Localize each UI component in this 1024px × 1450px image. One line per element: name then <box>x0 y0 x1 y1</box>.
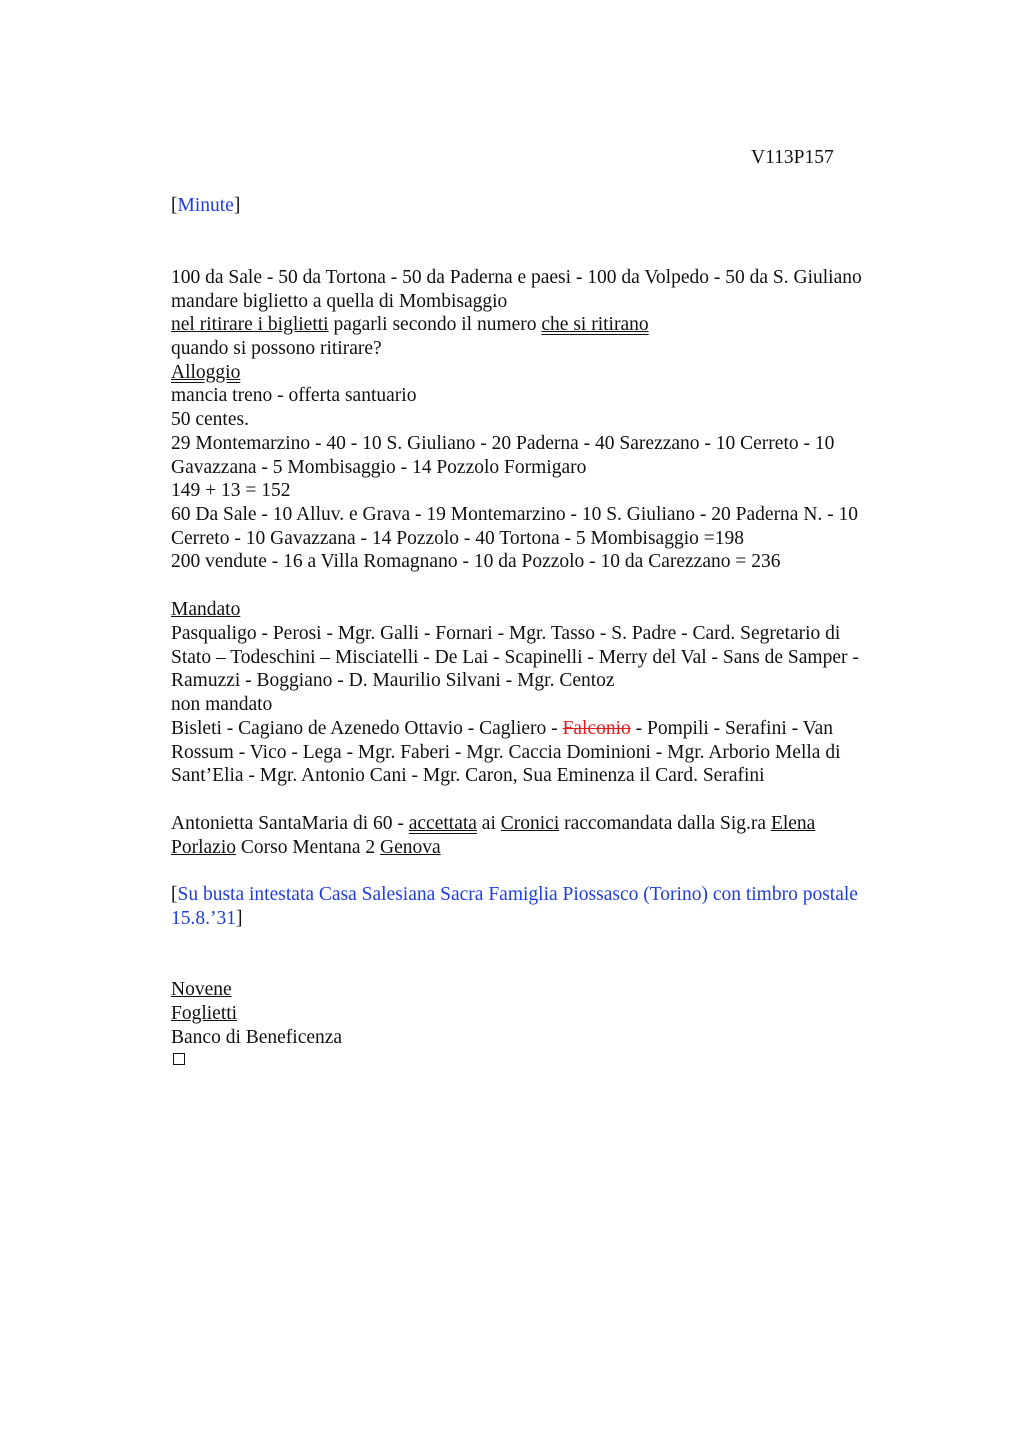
underlined-text: nel ritirare i biglietti <box>171 314 329 335</box>
text-line: 60 Da Sale - 10 Alluv. e Grava - 19 Montemarzino - 10 S. Giuliano - 20 Paderna N. - 10 <box>171 504 859 525</box>
underlined-text: Elena <box>770 813 816 834</box>
text-line: Cerreto - 10 Gavazzana - 14 Pozzolo - 40 Tortona - 5 Mombisaggio =198 <box>171 528 745 549</box>
text-line: Stato – Todeschini – Misciatelli - De Lai - Scapinelli - Merry del Val - Sans de Samper - <box>171 647 859 668</box>
text-line: Banco di Beneficenza <box>171 1027 343 1048</box>
text-line: mandare biglietto a quella di Mombisaggio <box>171 291 508 312</box>
underlined-text: Porlazio <box>171 837 236 858</box>
text-line: 100 da Sale - 50 da Tortona - 50 da Paderna e paesi - 100 da Volpedo - 50 da S. Giuliano <box>171 267 862 288</box>
text-span: - Pompili - Serafini - Van <box>630 718 833 739</box>
minute-note: [Minute] <box>171 195 241 216</box>
text-line: Pasqualigo - Perosi - Mgr. Galli - Fornari - Mgr. Tasso - S. Padre - Card. Segretario di <box>171 623 841 644</box>
heading-mandato: Mandato <box>171 599 241 620</box>
checkbox-square-icon <box>173 1053 185 1065</box>
text-line: Ramuzzi - Boggiano - D. Maurilio Silvani - Mgr. Centoz <box>171 670 615 691</box>
text-line <box>171 717 833 741</box>
text-span: Bisleti - Cagiano de Azenedo Ottavio - Cagliero - <box>171 718 563 739</box>
text-line: 200 vendute - 16 a Villa Romagnano - 10 da Pozzolo - 10 da Carezzano = 236 <box>171 551 781 572</box>
text-line: 50 centes. <box>171 409 249 430</box>
minute-label: Minute <box>177 195 234 216</box>
document-reference: V113P157 <box>751 147 834 168</box>
envelope-note-date: 15.8.’31] <box>171 908 243 929</box>
text-span: Corso Mentana 2 <box>235 837 381 858</box>
text-line <box>171 812 815 836</box>
heading-foglietti: Foglietti <box>171 1003 238 1024</box>
text-span: pagarli secondo il numero <box>328 314 542 335</box>
text-line: 29 Montemarzino - 40 - 10 S. Giuliano - 20 Paderna - 40 Sarezzano - 10 Cerreto - 10 <box>171 433 835 454</box>
double-underlined-text: accettata <box>408 813 477 834</box>
envelope-note-text: Su busta intestata Casa Salesiana Sacra Famiglia Piossasco (Torino) con timbro postale <box>177 884 858 905</box>
underlined-text: Genova <box>380 837 441 858</box>
heading-novene: Novene <box>171 979 232 1000</box>
text-span: Antonietta SantaMaria di 60 - <box>171 813 409 834</box>
text-line: Gavazzana - 5 Mombisaggio - 14 Pozzolo Formigaro <box>171 457 587 478</box>
text-line: mancia treno - offerta santuario <box>171 385 417 406</box>
underlined-text: Cronici <box>500 813 560 834</box>
text-line <box>171 313 649 337</box>
text-span: raccomandata dalla Sig.ra <box>559 813 771 834</box>
text-line: non mandato <box>171 694 273 715</box>
text-line <box>171 836 441 860</box>
text-span: ai <box>476 813 501 834</box>
envelope-note: [Su busta intestata Casa Salesiana Sacra Famiglia Piossasco (Torino) con timbro postale <box>171 884 858 905</box>
text-line: Sant’Elia - Mgr. Antonio Cani - Mgr. Caron, Sua Eminenza il Card. Serafini <box>171 765 765 786</box>
struck-text: Falconio <box>562 718 631 739</box>
heading-alloggio: Alloggio <box>171 362 241 383</box>
text-line: Rossum - Vico - Lega - Mgr. Faberi - Mgr. Caccia Dominioni - Mgr. Arborio Mella di <box>171 742 841 763</box>
text-line: 149 + 13 = 152 <box>171 480 291 501</box>
double-underlined-text: che si ritirano <box>541 314 649 335</box>
text-line: quando si possono ritirare? <box>171 338 382 359</box>
envelope-date-text: 15.8.’31 <box>171 908 236 929</box>
